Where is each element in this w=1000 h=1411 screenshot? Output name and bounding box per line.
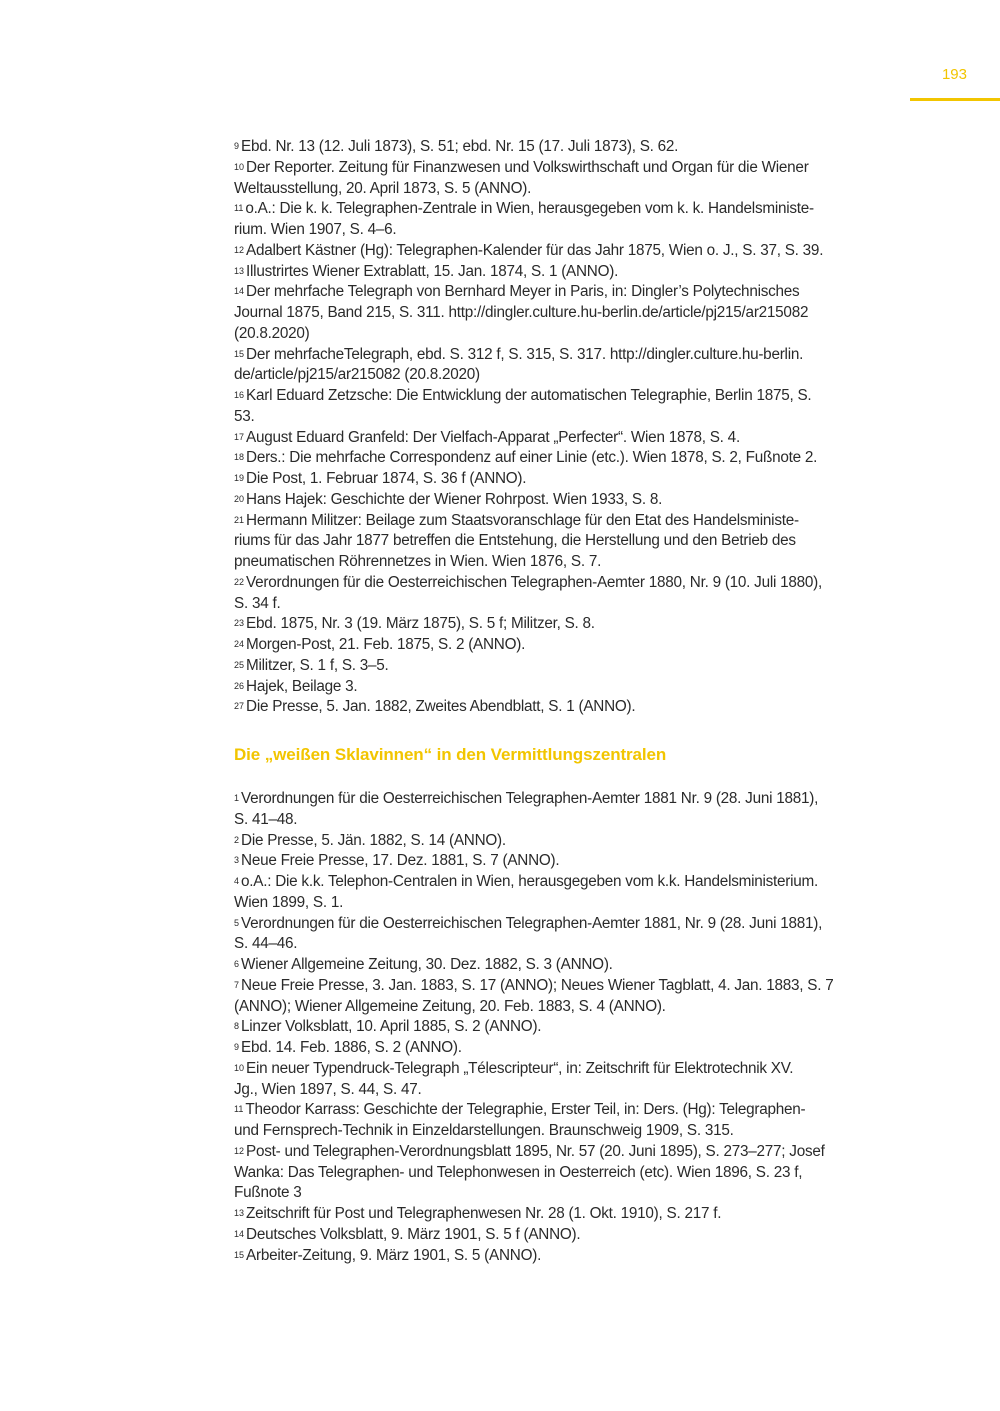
footnote-text: Verordnungen für die Oesterreichischen Telegraphen-Aemter 1881 Nr. 9 (28. Juni 1881), S. 41–48. bbox=[234, 790, 819, 828]
footnote-number: 3 bbox=[234, 855, 240, 866]
footnote-text: Ebd. Nr. 13 (12. Juli 1873), S. 51; ebd. Nr. 15 (17. Juli 1873), S. 62. bbox=[241, 138, 679, 155]
footnotes-section-1 bbox=[234, 137, 914, 718]
footnote bbox=[234, 345, 914, 387]
footnote bbox=[234, 1100, 914, 1142]
footnote bbox=[234, 851, 914, 872]
footnote bbox=[234, 262, 914, 283]
footnote-number: 12 bbox=[234, 1145, 245, 1156]
footnote bbox=[234, 1225, 914, 1246]
footnote-number: 14 bbox=[234, 286, 245, 297]
footnotes-section-2 bbox=[234, 789, 914, 1266]
footnote-text: Post- und Telegraphen-Verordnungsblatt 1895, Nr. 57 (20. Juni 1895), S. 273–277; Josef Wanka: Das Telegraphen- und Telephonwesen in Oesterreich (etc). Wien 1896, S. 23 f, Fußnote 3 bbox=[234, 1142, 825, 1202]
footnote-number: 10 bbox=[234, 161, 245, 172]
footnote-number: 25 bbox=[234, 659, 245, 670]
footnote bbox=[234, 428, 914, 449]
footnote-text: Die Presse, 5. Jan. 1882, Zweites Abendblatt, S. 1 (ANNO). bbox=[246, 698, 636, 716]
footnote-number: 11 bbox=[234, 1104, 244, 1115]
page-number: 193 bbox=[941, 66, 967, 83]
footnote bbox=[234, 1142, 914, 1204]
footnote-number: 14 bbox=[234, 1228, 245, 1239]
footnote bbox=[234, 199, 914, 241]
footnote bbox=[234, 386, 914, 428]
footnote-number: 21 bbox=[234, 514, 245, 525]
footnote-number: 9 bbox=[234, 1042, 240, 1052]
footnote-number: 26 bbox=[234, 680, 245, 691]
footnote-text: o.A.: Die k.k. Telephon-Centralen in Wien, herausgegeben vom k.k. Handelsministerium. Wien 1899, S. 1. bbox=[234, 873, 819, 911]
footnote bbox=[234, 137, 914, 158]
footnote-text: Ders.: Die mehrfache Correspondenz auf einer Linie (etc.). Wien 1878, S. 2, Fußnote 2. bbox=[246, 449, 818, 467]
footnote-text: Hajek, Beilage 3. bbox=[246, 677, 358, 695]
footnote-text: Zeitschrift für Post und Telegraphenwesen Nr. 28 (1. Okt. 1910), S. 217 f. bbox=[246, 1205, 722, 1222]
footnote-text: Wiener Allgemeine Zeitung, 30. Dez. 1882, S. 3 (ANNO). bbox=[241, 956, 613, 973]
footnote bbox=[234, 656, 914, 677]
footnote-text: August Eduard Granfeld: Der Vielfach-Apparat „Perfecter“. Wien 1878, S. 4. bbox=[246, 428, 740, 446]
footnote-text: Ebd. 14. Feb. 1886, S. 2 (ANNO). bbox=[241, 1039, 462, 1056]
footnote-text: Die Post, 1. Februar 1874, S. 36 f (ANNO). bbox=[246, 470, 527, 487]
footnote-text: Deutsches Volksblatt, 9. März 1901, S. 5 f (ANNO). bbox=[246, 1225, 581, 1243]
footnote-text: Neue Freie Presse, 17. Dez. 1881, S. 7 (ANNO). bbox=[241, 852, 560, 870]
footnote-text: Der mehrfache Telegraph von Bernhard Meyer in Paris, in: Dingler’s Polytechnisches Journal 1875, Band 215, S. 311. http://dingler.culture.hu-berlin.de/article/pj215/ar215082 (20.8.2020) bbox=[234, 283, 809, 342]
footnote-text: Der Reporter. Zeitung für Finanzwesen und Volkswirthschaft und Organ für die Wiener Weltausstellung, 20. April 1873, S. 5 (ANNO). bbox=[234, 158, 809, 197]
footnote bbox=[234, 635, 914, 656]
footnote bbox=[234, 955, 914, 976]
footnote bbox=[234, 697, 914, 718]
footnote bbox=[234, 789, 914, 831]
footnote-number: 27 bbox=[234, 701, 245, 712]
footnote-text: o.A.: Die k. k. Telegraphen-Zentrale in Wien, herausgegeben vom k. k. Handelsministe- rium. Wien 1907, S. 4–6. bbox=[234, 200, 814, 238]
footnote-text: Ebd. 1875, Nr. 3 (19. März 1875), S. 5 f; Militzer, S. 8. bbox=[246, 615, 595, 633]
footnote-text: Militzer, S. 1 f, S. 3–5. bbox=[246, 656, 389, 674]
footnote-text: Neue Freie Presse, 3. Jan. 1883, S. 17 (ANNO); Neues Wiener Tagblatt, 4. Jan. 1883, S. 7 (ANNO); Wiener Allgemeine Zeitung, 20. Feb. 1883, S. 4 (ANNO). bbox=[234, 976, 834, 1015]
footnote-text: Die Presse, 5. Jän. 1882, S. 14 (ANNO). bbox=[241, 831, 506, 849]
footnote bbox=[234, 511, 914, 573]
footnote-text: Verordnungen für die Oesterreichischen Telegraphen-Aemter 1881, Nr. 9 (28. Juni 1881), S. 44–46. bbox=[234, 914, 823, 953]
footnote-number: 23 bbox=[234, 618, 245, 629]
footnote-text: Morgen-Post, 21. Feb. 1875, S. 2 (ANNO). bbox=[246, 636, 526, 653]
section-heading: Die „weißen Sklavinnen“ in den Vermittlungszentralen bbox=[234, 745, 667, 764]
footnote bbox=[234, 831, 914, 852]
footnote-number: 18 bbox=[234, 452, 245, 463]
footnote-text: Der mehrfacheTelegraph, ebd. S. 312 f, S. 315, S. 317. http://dingler.culture.hu-berlin. de/article/pj215/ar215082 (20.8.2020) bbox=[234, 345, 804, 384]
footnote bbox=[234, 469, 914, 490]
footnote bbox=[234, 614, 914, 635]
footnote bbox=[234, 241, 914, 262]
footnote-text: Hermann Militzer: Beilage zum Staatsvoranschlage für den Etat des Handelsministe- riums für das Jahr 1877 betreffen die Entstehung, die Herstellung und den Betrieb des pneumatischen Röhrennetzes in Wien. Wien 1876, S. 7. bbox=[234, 511, 799, 570]
footnote-number: 6 bbox=[234, 959, 240, 969]
footnote-text: Arbeiter-Zeitung, 9. März 1901, S. 5 (ANNO). bbox=[246, 1246, 542, 1264]
footnote-number: 22 bbox=[234, 576, 245, 587]
footnote-number: 4 bbox=[234, 876, 240, 886]
footnote-text: Verordnungen für die Oesterreichischen Telegraphen-Aemter 1880, Nr. 9 (10. Juli 1880), S. 34 f. bbox=[234, 573, 823, 612]
footnote bbox=[234, 158, 914, 200]
footnote-number: 7 bbox=[234, 979, 240, 990]
footnote bbox=[234, 976, 914, 1018]
footnote-number: 5 bbox=[234, 917, 240, 928]
footnote bbox=[234, 1017, 914, 1038]
footnote-number: 19 bbox=[234, 473, 245, 483]
footnote-text: Karl Eduard Zetzsche: Die Entwicklung der automatischen Telegraphie, Berlin 1875, S. 53. bbox=[234, 387, 812, 425]
footnote-number: 16 bbox=[234, 390, 245, 400]
footnote bbox=[234, 282, 914, 344]
footnote-number: 12 bbox=[234, 244, 245, 255]
footnote-number: 17 bbox=[234, 431, 245, 442]
footnote-number: 20 bbox=[234, 493, 245, 504]
footnote-text: Hans Hajek: Geschichte der Wiener Rohrpost. Wien 1933, S. 8. bbox=[246, 490, 663, 508]
footnote-number: 24 bbox=[234, 639, 245, 649]
footnote-text: Adalbert Kästner (Hg): Telegraphen-Kalender für das Jahr 1875, Wien o. J., S. 37, S. 39. bbox=[246, 241, 824, 259]
footnote bbox=[234, 1246, 914, 1267]
footnote bbox=[234, 573, 914, 615]
footnote bbox=[234, 1038, 914, 1059]
footnote-text: Linzer Volksblatt, 10. April 1885, S. 2 (ANNO). bbox=[241, 1018, 542, 1036]
footnote-number: 13 bbox=[234, 1208, 245, 1218]
footnote bbox=[234, 448, 914, 469]
footnote-number: 1 bbox=[234, 793, 240, 803]
footnote-number: 15 bbox=[234, 1249, 245, 1260]
footnote-number: 8 bbox=[234, 1021, 240, 1032]
footnote-number: 9 bbox=[234, 141, 240, 151]
footnote-number: 13 bbox=[234, 265, 245, 276]
footnote bbox=[234, 1204, 914, 1225]
footnote-number: 11 bbox=[234, 203, 244, 214]
footnote bbox=[234, 490, 914, 511]
footnote bbox=[234, 1059, 914, 1101]
footnote-number: 2 bbox=[234, 834, 240, 845]
footnote bbox=[234, 914, 914, 956]
footnote-number: 15 bbox=[234, 348, 245, 359]
footnote bbox=[234, 872, 914, 914]
footnote-text: Illustrirtes Wiener Extrablatt, 15. Jan. 1874, S. 1 (ANNO). bbox=[246, 262, 619, 280]
footnote-text: Ein neuer Typendruck-Telegraph „Télescripteur“, in: Zeitschrift für Elektrotechnik XV. Jg., Wien 1897, S. 44, S. 47. bbox=[234, 1059, 794, 1098]
header-rule bbox=[910, 98, 1000, 101]
footnote-number: 10 bbox=[234, 1062, 245, 1073]
footnote bbox=[234, 677, 914, 698]
footnote-text: Theodor Karrass: Geschichte der Telegraphie, Erster Teil, in: Ders. (Hg): Telegraphen- und Fernsprech-Technik in Einzeldarstellungen. Braunschweig 1909, S. 315. bbox=[234, 1101, 806, 1139]
